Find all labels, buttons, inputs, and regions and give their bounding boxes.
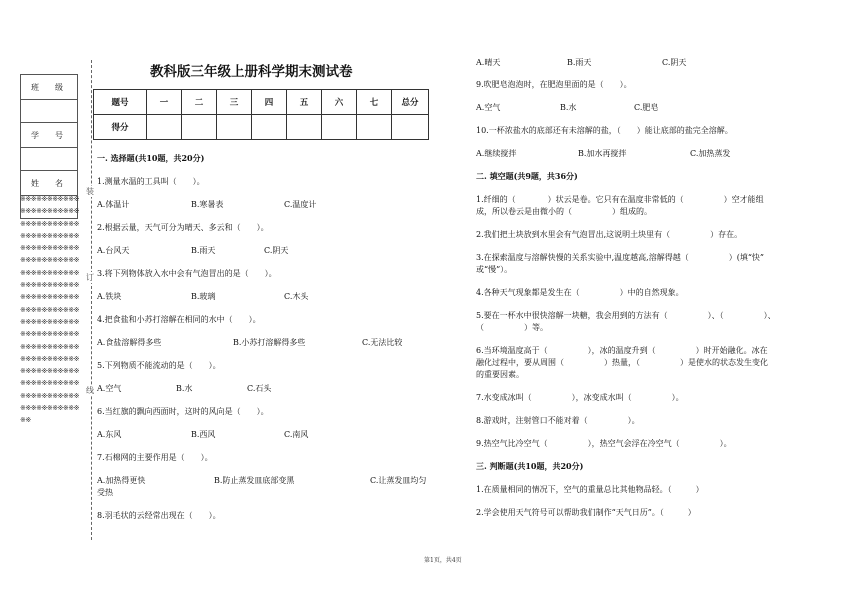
score-header: 题号 (94, 90, 147, 115)
fill-question: 3.在探索温度与溶解快慢的关系实验中,温度越高,溶解得越（ ）(填“快” (476, 253, 765, 262)
section-heading-choice: 一. 选择题(共10题，共20分) (97, 153, 205, 163)
score-row-label: 得分 (94, 115, 147, 140)
option[interactable]: A.东风 (97, 430, 122, 439)
fill-question: 9.热空气比冷空气（ ），热空气会浮在冷空气（ ）。 (476, 439, 732, 448)
question-text: 9.吹肥皂泡泡时，在肥泡里面的是（ ）。 (476, 80, 632, 89)
score-header: 一 (147, 90, 182, 115)
fill-question: 4.各种天气现象都是发生在（ ）中的自然现象。 (476, 288, 684, 297)
section-heading-judge: 三. 判断题(共10题，共20分) (476, 461, 584, 471)
option[interactable]: B.加水再搅拌 (578, 149, 627, 158)
section-heading-fill: 二. 填空题(共9题，共36分) (476, 171, 578, 181)
option[interactable]: B.水 (560, 103, 577, 112)
question-text: 4.把食盐和小苏打溶解在相同的水中（ ）。 (97, 315, 261, 324)
score-header: 五 (287, 90, 322, 115)
score-cell[interactable] (287, 115, 322, 140)
score-table-header-row (94, 90, 429, 115)
fill-question: 或“慢”）。 (476, 265, 513, 274)
question-text: 2.根据云量，天气可分为晴天、多云和（ ）。 (97, 223, 269, 232)
class-field[interactable] (21, 100, 77, 123)
class-label: 班 级 (21, 75, 77, 100)
score-cell[interactable] (357, 115, 392, 140)
option[interactable]: C.肥皂 (634, 103, 659, 112)
score-header: 四 (252, 90, 287, 115)
option[interactable]: A.铁块 (97, 292, 122, 301)
question-text: 5.下列物质不能流动的是（ ）。 (97, 361, 221, 370)
option[interactable]: A.体温计 (97, 200, 130, 209)
score-table-score-row (94, 115, 429, 140)
option[interactable]: B.小苏打溶解得多些 (233, 338, 306, 347)
score-cell[interactable] (322, 115, 357, 140)
question-text: 3.将下列物体放入水中会有气泡冒出的是（ ）。 (97, 269, 277, 278)
fill-question: 6.当环境温度高于（ ），冰的温度升到（ ）时开始融化。冰在 (476, 346, 768, 355)
side-char-2: 订 (86, 273, 94, 282)
option[interactable]: B.西风 (191, 430, 216, 439)
student-id-field[interactable] (21, 148, 77, 171)
side-char-1: 装 (86, 187, 94, 196)
option-continuation: 受热 (97, 488, 113, 497)
option[interactable]: C.南风 (284, 430, 309, 439)
judge-question: 2.学会使用天气符号可以帮助我们制作“天气日历”。（ ） (476, 508, 696, 517)
option[interactable]: C.石头 (247, 384, 272, 393)
option[interactable]: C.木头 (284, 292, 309, 301)
option[interactable]: B.寒暑表 (191, 200, 224, 209)
option[interactable]: A.加热得更快 (97, 476, 146, 485)
binding-pattern: ※※※※※※※※※※※※※※※※※※※※※※※※※※※※※※※※※※※※※※※※※※※※※※※※※※※※※※※※※※※※※※※※※※※※※※※※※※※※※※※※※※※※※※※※※※※※※※※※※※※※※※※※※※※※※※※※※※※※※※※※※※※※※※※※※※※※※※※※※※※※※※※※※※※※※※※※※※※※※※※※※※※※※※※※※※※※※※※※※※※※※※※※※※※※※※※※※※※※※※※※ (20, 195, 80, 425)
question-text: 8.羽毛状的云经常出现在（ ）。 (97, 511, 221, 520)
page-number: 第1页，共4页 (424, 557, 462, 564)
fill-question: 5.要在一杯水中很快溶解一块糖，我会用到的方法有（ ）、（ ）、 (476, 311, 776, 320)
score-header: 总分 (392, 90, 429, 115)
score-cell[interactable] (182, 115, 217, 140)
fill-question: 1.纤细的（ ）状云是卷。它只有在温度非常低的（ ）空才能组 (476, 195, 764, 204)
score-cell[interactable] (217, 115, 252, 140)
side-char-3: 线 (86, 386, 94, 395)
fill-question: 融化过程中，要从周围（ ）热量，（ ）是使水的状态发生变化 (476, 358, 768, 367)
question-text: 10.一杯浓盐水的底部还有未溶解的盐，（ ）能让底部的盐完全溶解。 (476, 126, 733, 135)
option[interactable]: B.玻璃 (191, 292, 216, 301)
score-header: 三 (217, 90, 252, 115)
option[interactable]: B.水 (176, 384, 193, 393)
score-header: 六 (322, 90, 357, 115)
score-cell[interactable] (147, 115, 182, 140)
option[interactable]: C.无法比较 (362, 338, 403, 347)
fill-question: 8.游戏时，注射管口不能对着（ ）。 (476, 416, 640, 425)
student-id-label: 学 号 (21, 123, 77, 148)
score-table (93, 89, 429, 140)
question-text: 7.石棉网的主要作用是（ ）。 (97, 453, 213, 462)
fill-question: 7.水变成冰叫（ ），冰变成水叫（ ）。 (476, 393, 684, 402)
name-label: 姓 名 (21, 171, 77, 196)
option[interactable]: C.让蒸发皿均匀 (370, 476, 427, 485)
option[interactable]: A.空气 (476, 103, 501, 112)
option[interactable]: C.阴天 (264, 246, 289, 255)
fill-question: （ ）等。 (476, 323, 548, 332)
fill-question: 成，所以卷云是由微小的（ ）组成的。 (476, 207, 652, 216)
judge-question: 1.在质量相同的情况下，空气的重量总比其他物品轻。（ ） (476, 485, 704, 494)
score-header: 七 (357, 90, 392, 115)
score-header: 二 (182, 90, 217, 115)
option[interactable]: B.雨天 (567, 58, 592, 67)
question-text: 1.测量水温的工具叫（ ）。 (97, 177, 205, 186)
fill-question: 2.我们把土块放到水里会有气泡冒出,这说明土块里有（ ）存在。 (476, 230, 743, 239)
fill-question: 的重要因素。 (476, 370, 524, 379)
option[interactable]: A.晴天 (476, 58, 501, 67)
option[interactable]: B.防止蒸发皿底部变黑 (214, 476, 295, 485)
question-text: 6.当红旗的飘向西面时，这时的风向是（ ）。 (97, 407, 269, 416)
option[interactable]: A.继续搅拌 (476, 149, 517, 158)
option[interactable]: A.食盐溶解得多些 (97, 338, 162, 347)
score-cell[interactable] (392, 115, 429, 140)
option[interactable]: B.雨天 (191, 246, 216, 255)
score-cell[interactable] (252, 115, 287, 140)
cut-line (91, 60, 92, 540)
exam-title: 教科版三年级上册科学期末测试卷 (150, 64, 353, 80)
option[interactable]: C.温度计 (284, 200, 317, 209)
option[interactable]: C.加热蒸发 (690, 149, 731, 158)
option[interactable]: C.阴天 (662, 58, 687, 67)
option[interactable]: A.空气 (97, 384, 122, 393)
option[interactable]: A.台风天 (97, 246, 130, 255)
